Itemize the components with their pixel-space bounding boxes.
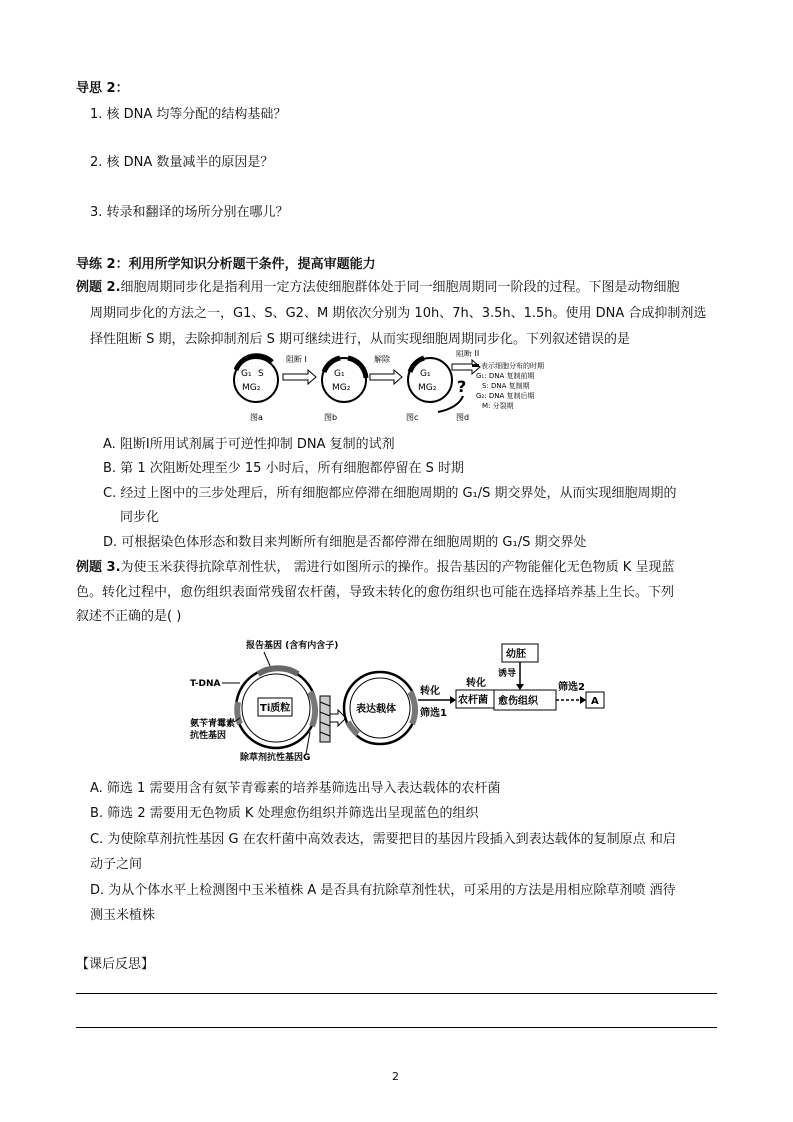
- g1-label: G₁: [420, 369, 431, 379]
- maize-plant-a-label: A: [591, 696, 599, 707]
- example2-option-c: C. 经过上图中的三步处理后，所有细胞都应停滞在细胞周期的 G₁/S 期交界处，从而实现细胞周期的: [103, 486, 677, 501]
- example3-option-d: D. 为从个体水平上检测图中玉米植株 A 是否具有抗除草剂性状，可采用的方法是用相应除草剂喷 酒待: [90, 883, 676, 898]
- reporter-gene-label: 报告基因 (含有内含子): [246, 641, 339, 651]
- screen-1-label: 筛选1: [420, 708, 447, 719]
- example3-option-c: C. 为使除草剂抗性基因 G 在农杆菌中高效表达，需要把目的基因片段插入到表达载体的复制原点 和启: [90, 832, 676, 847]
- example2-option-c-cont: 同步化: [120, 510, 160, 525]
- mg2-label: MG₂: [332, 383, 351, 393]
- legend-entry: G₁: DNA 复制前期: [476, 372, 535, 380]
- legend-entry: S: DNA 复制期: [482, 382, 530, 390]
- page-number: 2: [392, 1070, 399, 1083]
- example3-label: 例题 3.: [76, 560, 121, 575]
- block-1-label: 阻断 I: [286, 355, 307, 364]
- reflection-line: [76, 1027, 717, 1028]
- example3-option-d-cont: 测玉米植株: [90, 908, 156, 923]
- example2-option-d: D. 可根据染色体形态和数目来判断所有细胞是否都停滞在细胞周期的 G₁/S 期交界处: [103, 535, 587, 550]
- cycle-diagram-a: [234, 356, 278, 402]
- block-arrow-1: [283, 354, 316, 384]
- ti-plasmid: [190, 639, 338, 763]
- example3-option-b: B. 筛选 2 需要用无色物质 K 处理愈伤组织并筛选出呈现蓝色的组织: [90, 806, 479, 821]
- example3-option-a: A. 筛选 1 需要用含有氨苄青霉素的培养基筛选出导入表达载体的农杆菌: [90, 781, 501, 796]
- example3-option-c-cont: 动子之间: [90, 857, 143, 872]
- example3-block: [76, 555, 674, 581]
- expression-vector-label: 表达载体: [356, 704, 396, 715]
- legend-entry: 表示细胞分布的时期: [481, 362, 544, 370]
- resistance-gene-label: 抗性基因: [190, 731, 227, 741]
- section-title-guide-practice: 导练 2：利用所学知识分析题干条件，提高审题能力: [76, 257, 376, 272]
- induce-label: 诱导: [498, 669, 517, 679]
- transgenic-figure: [188, 636, 608, 764]
- construct-arrow: [320, 696, 346, 742]
- figure-caption: 图d: [456, 413, 470, 422]
- young-embryo-label: 幼胚: [506, 649, 526, 660]
- t-dna-label: T-DNA: [190, 679, 221, 689]
- example3-line: 为使玉米获得抗除草剂性状， 需进行如图所示的操作。报告基因的产物能催化无色物质 K 呈现蓝: [120, 560, 675, 575]
- example2-line: 周期同步化的方法之一，G1、S、G2、M 期依次分别为 10h、7h、3.5h、1.5h。使用 DNA 合成抑制剂选: [90, 306, 707, 321]
- example3-line: 叙述不正确的是( ): [76, 609, 182, 624]
- expression-vector: [344, 672, 416, 744]
- transform-label: 转化: [420, 686, 440, 697]
- legend-entry: G₂: DNA 复制后期: [476, 392, 535, 400]
- g1-label: G₁: [241, 369, 252, 379]
- question-item: 1. 核 DNA 均等分配的结构基础？: [90, 107, 287, 122]
- example2-label: 例题 2.: [76, 280, 121, 295]
- herbicide-gene-label: 除草剂抗性基因G: [240, 753, 311, 763]
- section-title-guide-thinking: 导思 2：: [76, 81, 129, 96]
- mg2-label: MG₂: [242, 383, 261, 393]
- question-item: 2. 核 DNA 数量减半的原因是？: [90, 155, 274, 170]
- figure-caption: 图c: [406, 413, 419, 422]
- question-item: 3. 转录和翻译的场所分别在哪儿？: [90, 205, 289, 220]
- figure-caption: 图b: [324, 413, 338, 422]
- example2-line: 择性阻断 S 期，去除抑制剂后 S 期可继续进行，从而实现细胞周期同步化。下列叙述错误的是: [90, 332, 631, 347]
- cycle-diagram-c: [408, 358, 452, 402]
- example2-block: [76, 275, 680, 301]
- s-label: S: [258, 369, 264, 379]
- release-label: 解除: [374, 355, 390, 364]
- ampicillin-label: 氨苄青霉素: [190, 719, 236, 729]
- transformation-step: [418, 684, 456, 719]
- callus-label: 愈伤组织: [498, 696, 538, 707]
- reflection-title: 【课后反思】: [76, 957, 155, 972]
- example2-option-b: B. 第 1 次阻断处理至少 15 小时后，所有细胞都停留在 S 时期: [103, 461, 465, 476]
- example2-option-a: A. 阻断Ⅰ所用试剂属于可逆性抑制 DNA 复制的试剂: [103, 437, 395, 452]
- release-arrow: [370, 354, 402, 384]
- example3-line: 色。转化过程中，愈伤组织表面常残留农杆菌，导致未转化的愈伤组织也可能在选择培养基上生长。下列: [76, 585, 675, 600]
- block-2-label: 阻断 II: [456, 350, 480, 358]
- mg2-label: MG₂: [418, 383, 437, 393]
- g1-label: G₁: [334, 369, 345, 379]
- cycle-legend: [472, 361, 544, 410]
- agrobacterium-label: 农杆菌: [458, 695, 488, 706]
- example2-line: 细胞周期同步化是指利用一定方法使细胞群体处于同一细胞周期同一阶段的过程。下图是动物细胞: [120, 280, 680, 295]
- cell-cycle-figure: [228, 350, 594, 422]
- question-mark: ?: [457, 377, 467, 396]
- ti-plasmid-label: Ti质粒: [260, 703, 291, 714]
- reflection-line: [76, 993, 717, 994]
- cycle-diagram-b: [322, 358, 366, 402]
- screen-2-label: 筛选2: [558, 682, 585, 693]
- legend-entry: M: 分裂期: [482, 402, 514, 410]
- figure-caption: 图a: [250, 413, 263, 422]
- transform-2-label: 转化: [466, 678, 486, 689]
